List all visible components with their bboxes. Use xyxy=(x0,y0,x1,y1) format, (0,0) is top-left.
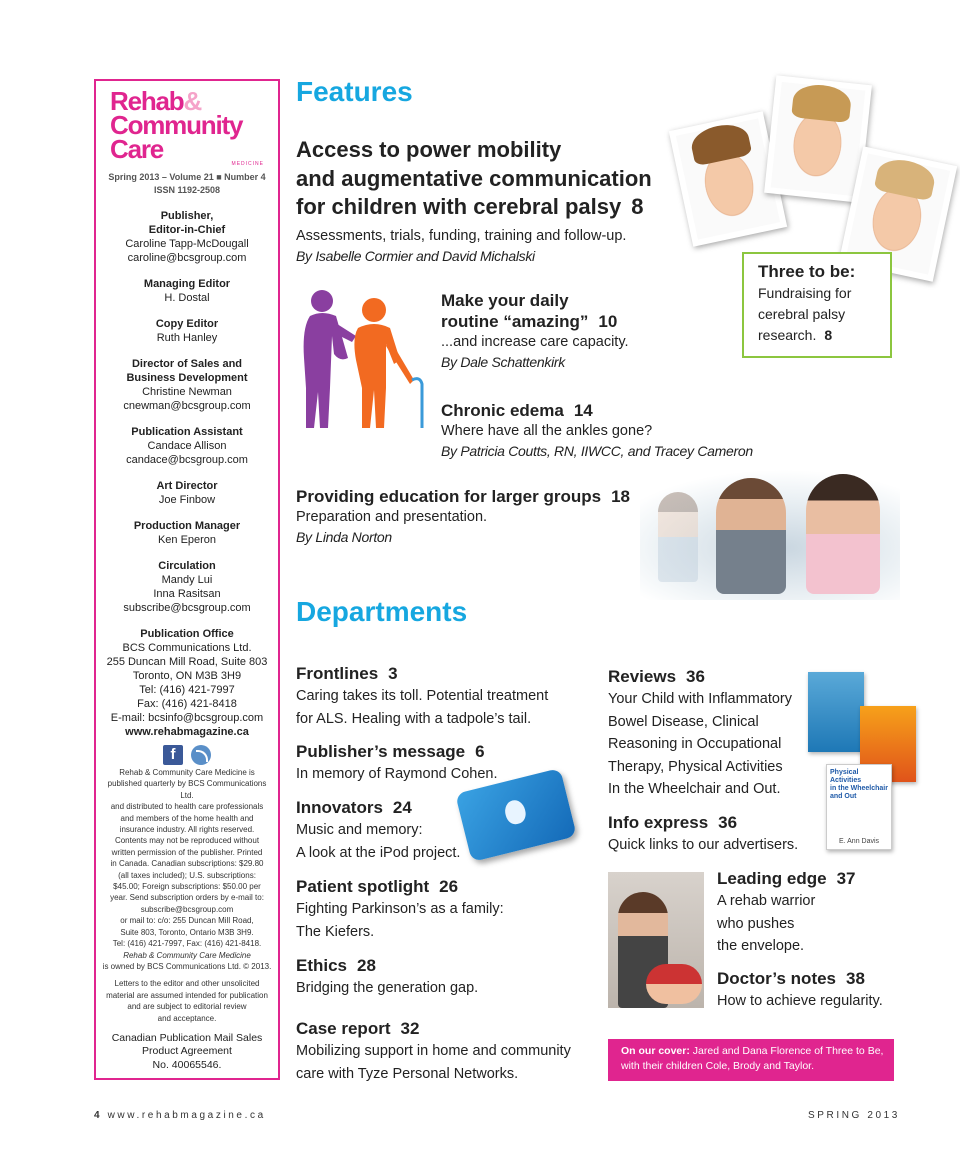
article-description: Preparation and presentation. xyxy=(296,509,488,525)
dept-leading-edge[interactable] xyxy=(717,868,897,958)
dept-description: Mobilizing support in home and community care with Tyze Personal Networks. xyxy=(296,1043,571,1082)
page-number: 14 xyxy=(573,401,593,420)
article-description: ...and increase care capacity. xyxy=(441,334,629,350)
rss-icon[interactable] xyxy=(191,745,211,765)
dept-case-report[interactable] xyxy=(296,1018,596,1085)
staff-detail: Caroline Tapp-McDougall xyxy=(125,238,249,250)
staff-detail: H. Dostal xyxy=(164,292,210,304)
page-number: 32 xyxy=(400,1019,420,1038)
staff-detail: Joe Finbow xyxy=(158,494,216,506)
office-line: Fax: (416) 421-8418 xyxy=(137,698,237,710)
article-title: Chronic edema 14 xyxy=(441,401,593,420)
page-number: 8 xyxy=(824,327,833,343)
three-to-be-callout[interactable] xyxy=(742,252,892,358)
dept-title: Case report 32 xyxy=(296,1019,420,1038)
feature-article-3[interactable] xyxy=(441,400,761,461)
staff-entry xyxy=(96,559,278,615)
office-line: Tel: (416) 421-7997 xyxy=(139,684,235,696)
fine-print xyxy=(96,767,278,972)
office-line: E-mail: bcsinfo@bcsgroup.com xyxy=(110,712,264,724)
staff-entry xyxy=(96,479,278,507)
page-number: 6 xyxy=(475,742,485,761)
fine-print-line: Rehab & Community Care Medicine xyxy=(123,950,251,960)
dept-title: Leading edge 37 xyxy=(717,869,856,888)
website-link[interactable]: www.rehabmagazine.ca xyxy=(125,726,249,738)
dept-doctors-notes[interactable] xyxy=(717,968,897,1013)
cover-note xyxy=(608,1039,894,1081)
staff-detail[interactable]: caroline@bcsgroup.com xyxy=(127,252,247,264)
logo-ampersand: & xyxy=(183,86,202,116)
apple-icon xyxy=(503,798,528,826)
dept-patient-spotlight[interactable] xyxy=(296,876,586,943)
dept-description: Quick links to our advertisers. xyxy=(608,837,799,853)
issn-line: ISSN 1192-2508 xyxy=(153,185,221,195)
issue-line: Spring 2013 – Volume 21 ■ Number 4 xyxy=(108,172,266,182)
article-description: Where have all the ankles gone? xyxy=(441,423,653,439)
feature-article-2[interactable] xyxy=(441,290,701,372)
staff-role: Copy Editor xyxy=(155,318,219,330)
staff-detail: Christine Newman xyxy=(142,386,232,398)
page-number: 36 xyxy=(718,813,738,832)
staff-role: Publication Assistant xyxy=(131,426,243,438)
social-icons xyxy=(96,745,278,765)
audience-photo xyxy=(640,470,900,600)
fine-print-line: (all taxes included); U.S. subscriptions: xyxy=(118,870,256,880)
dept-title: Info express 36 xyxy=(608,813,738,832)
fine-print-line: year. Send subscription orders by e-mail to: xyxy=(110,893,264,903)
article-byline: By Linda Norton xyxy=(296,529,392,545)
mail-agreement-line: Product Agreement xyxy=(142,1045,232,1058)
features-heading: Features xyxy=(296,76,413,107)
staff-role: Circulation xyxy=(158,560,216,572)
dept-description: How to achieve regularity. xyxy=(717,993,883,1009)
letters-line: material are assumed intended for publication xyxy=(106,990,268,1000)
fine-print-line: is owned by BCS Communications Ltd. © 2013. xyxy=(102,961,272,971)
publication-office xyxy=(96,627,278,739)
office-line: 255 Duncan Mill Road, Suite 803 xyxy=(106,656,268,668)
footer-issue: SPRING 2013 xyxy=(808,1110,900,1121)
staff-entry xyxy=(96,209,278,265)
dept-reviews[interactable] xyxy=(608,666,808,801)
page-number: 8 xyxy=(631,194,644,219)
fine-print-line: and members of the home health and xyxy=(120,813,254,823)
callout-text: Fundraising for cerebral palsy research. 8 xyxy=(758,285,852,343)
dept-description: Caring takes its toll. Potential treatment for ALS. Healing with a tadpole’s tail. xyxy=(296,688,549,727)
dept-title: Publisher’s message 6 xyxy=(296,742,485,761)
letters-line: Letters to the editor and other unsolicited xyxy=(114,979,260,989)
staff-detail: Inna Rasitsan xyxy=(153,588,221,600)
dept-title: Doctor’s notes 38 xyxy=(717,969,865,988)
staff-detail: Ken Eperon xyxy=(157,534,217,546)
fine-print-line: $45.00; Foreign subscriptions: $50.00 per xyxy=(113,882,261,892)
fine-print-line: insurance industry. All rights reserved. xyxy=(119,825,255,835)
page-number: 28 xyxy=(357,956,376,975)
staff-role: Art Director xyxy=(156,480,218,492)
letters-line: and acceptance. xyxy=(157,1013,217,1023)
article-byline: By Isabelle Cormier and David Michalski xyxy=(296,247,535,264)
logo-subtitle: MEDICINE xyxy=(231,161,264,167)
dept-description: Fighting Parkinson’s as a family: The Kiefers. xyxy=(296,901,504,940)
page-number: 3 xyxy=(388,664,398,683)
staff-entry xyxy=(96,277,278,305)
book-cover-physical-activities: Physical Activities in the Wheelchair and Out E. Ann Davis xyxy=(826,764,892,850)
footer-left xyxy=(94,1110,266,1121)
dept-title: Ethics 28 xyxy=(296,956,376,975)
page-number: 24 xyxy=(392,798,412,817)
office-line: BCS Communications Ltd. xyxy=(122,642,252,654)
feature-article-4[interactable] xyxy=(296,486,636,547)
article-byline: By Dale Schattenkirk xyxy=(441,354,565,370)
letters-line: and are subject to editorial review xyxy=(127,1002,247,1012)
dept-description: Your Child with Inflammatory Bowel Disease, Clinical Reasoning in Occupational Therapy, Physical Activities In the Wheelchair and Out. xyxy=(608,691,793,797)
cover-note-text: Jared and Dana Florence of Three to Be, with their children Cole, Brody and Taylor. xyxy=(621,1045,884,1072)
fine-print-line: Contents may not be reproduced without xyxy=(114,836,260,846)
footer-page-number: 4 xyxy=(94,1110,100,1121)
book-author: E. Ann Davis xyxy=(838,838,880,845)
book-cover-ibd xyxy=(808,672,864,752)
staff-role: Director of Sales and xyxy=(131,358,243,370)
staff-role: Production Manager xyxy=(133,520,241,532)
page-number: 18 xyxy=(611,487,631,506)
office-role: Publication Office xyxy=(140,628,234,640)
dept-description: In memory of Raymond Cohen. xyxy=(296,766,498,782)
article-title: Providing education for larger groups 18 xyxy=(296,487,631,506)
letters-note xyxy=(96,978,278,1024)
footer-site: www.rehabmagazine.ca xyxy=(107,1110,266,1121)
staff-entry xyxy=(96,317,278,345)
fine-print-line: Suite 803, Toronto, Ontario M3B 3H9. xyxy=(120,927,254,937)
staff-entry xyxy=(96,519,278,547)
facebook-icon[interactable]: f xyxy=(163,745,183,765)
dept-title: Innovators 24 xyxy=(296,798,412,817)
dept-description: Music and memory: A look at the iPod project. xyxy=(296,822,461,861)
masthead xyxy=(94,79,280,1080)
staff-list xyxy=(96,209,278,615)
dept-ethics[interactable] xyxy=(296,955,586,1000)
office-line: Toronto, ON M3B 3H9 xyxy=(132,670,242,682)
page-number: 38 xyxy=(846,969,865,988)
staff-detail: Ruth Hanley xyxy=(156,332,218,344)
caregiver-illustration xyxy=(296,288,426,428)
office-lines xyxy=(96,641,278,725)
article-byline: By Patricia Coutts, RN, IIWCC, and Tracey Cameron xyxy=(441,443,753,459)
fine-print-line: or mail to: c/o: 255 Duncan Mill Road, xyxy=(120,916,254,926)
staff-role: Publisher, xyxy=(160,210,214,222)
issue-info xyxy=(96,171,278,197)
callout-title: Three to be: xyxy=(758,262,856,281)
cover-note-label: On our cover: xyxy=(621,1045,690,1057)
staff-role: Managing Editor xyxy=(143,278,231,290)
dept-description: Bridging the generation gap. xyxy=(296,980,479,996)
staff-role: Editor-in-Chief xyxy=(148,224,226,236)
mail-agreement xyxy=(96,1032,278,1073)
fine-print-line: published quarterly by BCS Communications Ltd. xyxy=(107,779,267,800)
dept-description: A rehab warrior who pushes the envelope. xyxy=(717,893,816,954)
article-title: Access to power mobility and augmentative communication for children with cerebral palsy 8 xyxy=(296,137,652,219)
page-number: 37 xyxy=(836,869,856,888)
fine-print-line: and distributed to health care professionals xyxy=(110,802,264,812)
staff-detail[interactable]: cnewman@bcsgroup.com xyxy=(123,400,251,412)
dept-frontlines[interactable] xyxy=(296,663,586,730)
fine-print-line: Rehab & Community Care Medicine is xyxy=(119,768,255,777)
logo-word-community-care: Community Care xyxy=(110,110,243,164)
article-description: Assessments, trials, funding, training and follow-up. xyxy=(296,227,627,244)
staff-detail: Mandy Lui xyxy=(161,574,213,586)
staff-detail[interactable]: subscribe@bcsgroup.com xyxy=(123,602,251,614)
staff-detail[interactable]: candace@bcsgroup.com xyxy=(126,454,248,466)
fine-print-line: written permission of the publisher. Printed xyxy=(111,847,263,857)
staff-entry xyxy=(96,425,278,467)
mail-agreement-line: No. 40065546. xyxy=(152,1058,222,1071)
dept-title: Frontlines 3 xyxy=(296,664,398,683)
logo-word-rehab: Rehab xyxy=(110,86,184,116)
page-number: 26 xyxy=(439,877,459,896)
staff-detail: Candace Allison xyxy=(147,440,227,452)
feature-article-1[interactable] xyxy=(296,136,696,266)
staff-role: Business Development xyxy=(126,372,248,384)
dept-info-express[interactable] xyxy=(608,812,858,857)
mail-agreement-line: Canadian Publication Mail Sales xyxy=(111,1031,263,1044)
therapy-photo xyxy=(608,872,704,1008)
dept-title: Reviews 36 xyxy=(608,667,705,686)
fine-print-line: subscribe@bcsgroup.com xyxy=(140,904,234,914)
fine-print-line: Tel: (416) 421-7997, Fax: (416) 421-8418. xyxy=(112,939,262,949)
fine-print-line: in Canada. Canadian subscriptions: $29.80 xyxy=(110,859,264,869)
page-number: 36 xyxy=(686,667,705,686)
staff-entry xyxy=(96,357,278,413)
article-title: Make your daily routine “amazing” 10 xyxy=(441,291,618,331)
departments-heading: Departments xyxy=(296,596,468,627)
dept-title: Patient spotlight 26 xyxy=(296,877,459,896)
page-number: 10 xyxy=(598,312,618,331)
